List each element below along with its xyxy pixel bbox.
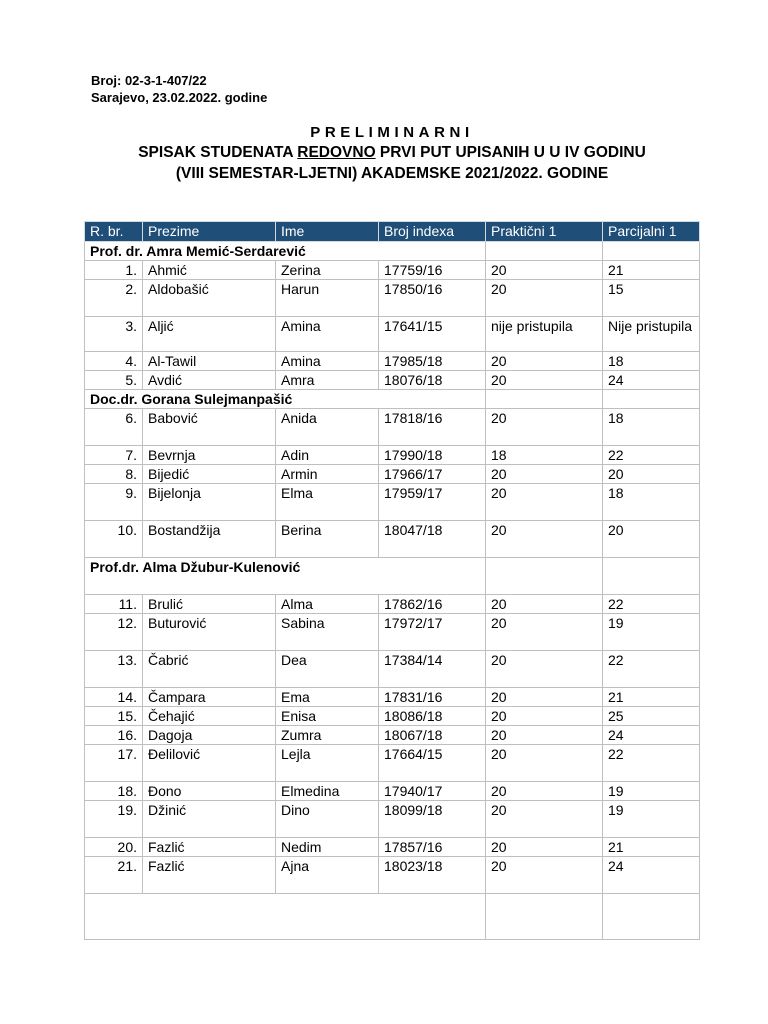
table-row: [85, 857, 700, 894]
cell-ime: Ajna: [276, 857, 379, 894]
document-place-date: Sarajevo, 23.02.2022. godine: [91, 90, 268, 105]
table-row: [85, 484, 700, 521]
cell-ime: Ema: [276, 688, 379, 707]
cell-ime: Amina: [276, 317, 379, 352]
empty-cell: [603, 390, 700, 409]
cell-broj-indexa: 18023/18: [379, 857, 486, 894]
table-row: [85, 707, 700, 726]
cell-prakticni: 20: [486, 614, 603, 651]
table-row: [85, 371, 700, 390]
empty-cell: [603, 894, 700, 940]
cell-prakticni: 20: [486, 801, 603, 838]
cell-broj-indexa: 18099/18: [379, 801, 486, 838]
empty-cell: [486, 558, 603, 595]
empty-cell: [486, 242, 603, 261]
cell-prezime: Bevrnja: [143, 446, 276, 465]
cell-prezime: Buturović: [143, 614, 276, 651]
table-row: [85, 352, 700, 371]
cell-broj-indexa: 18067/18: [379, 726, 486, 745]
empty-cell: [486, 390, 603, 409]
table-row: [85, 317, 700, 352]
cell-prezime: Čehajić: [143, 707, 276, 726]
column-header-rbr: R. br.: [85, 222, 143, 242]
cell-broj-indexa: 17818/16: [379, 409, 486, 446]
table-row: [85, 782, 700, 801]
cell-parcijalni: 20: [603, 465, 700, 484]
cell-rbr: 17.: [85, 745, 143, 782]
cell-prezime: Bijedić: [143, 465, 276, 484]
group-header-row: [85, 558, 700, 595]
cell-prakticni: nije pristupila: [486, 317, 603, 352]
cell-rbr: 18.: [85, 782, 143, 801]
cell-ime: Amina: [276, 352, 379, 371]
cell-parcijalni: 21: [603, 261, 700, 280]
cell-rbr: 5.: [85, 371, 143, 390]
cell-ime: Elma: [276, 484, 379, 521]
column-header-parcijalni: Parcijalni 1: [603, 222, 700, 242]
cell-broj-indexa: 17990/18: [379, 446, 486, 465]
table-row: [85, 726, 700, 745]
cell-ime: Armin: [276, 465, 379, 484]
table-row: [85, 409, 700, 446]
teacher-name: Doc.dr. Gorana Sulejmanpašić: [85, 390, 486, 409]
students-table: [84, 221, 700, 940]
cell-rbr: 13.: [85, 651, 143, 688]
cell-prakticni: 20: [486, 484, 603, 521]
group-header-row: [85, 242, 700, 261]
cell-rbr: 1.: [85, 261, 143, 280]
document-header: [91, 72, 267, 106]
empty-cell: [603, 242, 700, 261]
title-line-2-prefix: SPISAK STUDENATA: [138, 144, 298, 161]
cell-parcijalni: 19: [603, 782, 700, 801]
cell-ime: Alma: [276, 595, 379, 614]
cell-ime: Adin: [276, 446, 379, 465]
cell-ime: Anida: [276, 409, 379, 446]
cell-rbr: 16.: [85, 726, 143, 745]
cell-broj-indexa: 17959/17: [379, 484, 486, 521]
cell-rbr: 12.: [85, 614, 143, 651]
cell-broj-indexa: 17862/16: [379, 595, 486, 614]
cell-ime: Zumra: [276, 726, 379, 745]
cell-rbr: 4.: [85, 352, 143, 371]
cell-prakticni: 20: [486, 688, 603, 707]
cell-rbr: 10.: [85, 521, 143, 558]
cell-rbr: 8.: [85, 465, 143, 484]
cell-rbr: 20.: [85, 838, 143, 857]
cell-prakticni: 20: [486, 261, 603, 280]
cell-parcijalni: 22: [603, 446, 700, 465]
cell-prezime: Al-Tawil: [143, 352, 276, 371]
cell-ime: Nedim: [276, 838, 379, 857]
cell-prakticni: 20: [486, 782, 603, 801]
column-header-prakticni: Praktični 1: [486, 222, 603, 242]
cell-broj-indexa: 17857/16: [379, 838, 486, 857]
cell-ime: Harun: [276, 280, 379, 317]
cell-broj-indexa: 17759/16: [379, 261, 486, 280]
table-row: [85, 446, 700, 465]
title-line-2-suffix: PRVI PUT UPISANIH U U IV GODINU: [375, 144, 646, 161]
cell-broj-indexa: 17966/17: [379, 465, 486, 484]
cell-prakticni: 20: [486, 352, 603, 371]
table-body: [85, 242, 700, 940]
cell-prezime: Bijelonja: [143, 484, 276, 521]
cell-broj-indexa: 17850/16: [379, 280, 486, 317]
cell-ime: Amra: [276, 371, 379, 390]
cell-prakticni: 20: [486, 726, 603, 745]
cell-prezime: Čampara: [143, 688, 276, 707]
cell-ime: Sabina: [276, 614, 379, 651]
empty-cell: [486, 894, 603, 940]
title-line-2: [0, 142, 768, 163]
cell-prakticni: 20: [486, 371, 603, 390]
cell-prezime: Fazlić: [143, 838, 276, 857]
cell-rbr: 7.: [85, 446, 143, 465]
table-row: [85, 688, 700, 707]
cell-parcijalni: 18: [603, 409, 700, 446]
cell-broj-indexa: 18076/18: [379, 371, 486, 390]
cell-prakticni: 20: [486, 280, 603, 317]
table-row: [85, 651, 700, 688]
cell-parcijalni: Nije pristupila: [603, 317, 700, 352]
title-line-2-underlined: REDOVNO: [297, 144, 376, 161]
column-header-ime: Ime: [276, 222, 379, 242]
column-header-prezime: Prezime: [143, 222, 276, 242]
cell-rbr: 14.: [85, 688, 143, 707]
cell-rbr: 9.: [85, 484, 143, 521]
cell-prezime: Đono: [143, 782, 276, 801]
table-row: [85, 801, 700, 838]
cell-prakticni: 20: [486, 465, 603, 484]
cell-parcijalni: 24: [603, 726, 700, 745]
cell-prakticni: 18: [486, 446, 603, 465]
teacher-name: Prof.dr. Alma Džubur-Kulenović: [85, 558, 486, 595]
table-row: [85, 838, 700, 857]
table-row: [85, 261, 700, 280]
cell-parcijalni: 21: [603, 688, 700, 707]
cell-prakticni: 20: [486, 521, 603, 558]
empty-cell: [85, 894, 486, 940]
cell-prezime: Aljić: [143, 317, 276, 352]
cell-rbr: 2.: [85, 280, 143, 317]
cell-parcijalni: 15: [603, 280, 700, 317]
cell-broj-indexa: 17972/17: [379, 614, 486, 651]
cell-broj-indexa: 17985/18: [379, 352, 486, 371]
cell-parcijalni: 21: [603, 838, 700, 857]
empty-trailing-row: [85, 894, 700, 940]
cell-parcijalni: 19: [603, 801, 700, 838]
cell-prakticni: 20: [486, 707, 603, 726]
title-preliminarni: PRELIMINARNI: [310, 124, 474, 141]
cell-broj-indexa: 18047/18: [379, 521, 486, 558]
cell-ime: Zerina: [276, 261, 379, 280]
cell-prezime: Ahmić: [143, 261, 276, 280]
cell-rbr: 6.: [85, 409, 143, 446]
column-header-broj-indexa: Broj indexa: [379, 222, 486, 242]
cell-prezime: Đelilović: [143, 745, 276, 782]
cell-broj-indexa: 17831/16: [379, 688, 486, 707]
table-row: [85, 465, 700, 484]
cell-prakticni: 20: [486, 745, 603, 782]
cell-prezime: Babović: [143, 409, 276, 446]
cell-prakticni: 20: [486, 651, 603, 688]
table-row: [85, 280, 700, 317]
cell-prakticni: 20: [486, 857, 603, 894]
cell-parcijalni: 20: [603, 521, 700, 558]
cell-parcijalni: 18: [603, 352, 700, 371]
cell-broj-indexa: 18086/18: [379, 707, 486, 726]
cell-parcijalni: 19: [603, 614, 700, 651]
cell-prezime: Avdić: [143, 371, 276, 390]
cell-prezime: Džinić: [143, 801, 276, 838]
cell-broj-indexa: 17664/15: [379, 745, 486, 782]
group-header-row: [85, 390, 700, 409]
cell-ime: Elmedina: [276, 782, 379, 801]
cell-broj-indexa: 17940/17: [379, 782, 486, 801]
cell-prezime: Bostandžija: [143, 521, 276, 558]
teacher-name: Prof. dr. Amra Memić-Serdarević: [85, 242, 486, 261]
cell-ime: Lejla: [276, 745, 379, 782]
cell-parcijalni: 25: [603, 707, 700, 726]
cell-prakticni: 20: [486, 595, 603, 614]
cell-parcijalni: 22: [603, 595, 700, 614]
cell-rbr: 3.: [85, 317, 143, 352]
cell-ime: Berina: [276, 521, 379, 558]
cell-prezime: Čabrić: [143, 651, 276, 688]
document-number: Broj: 02-3-1-407/22: [91, 73, 207, 88]
cell-prezime: Aldobašić: [143, 280, 276, 317]
cell-rbr: 21.: [85, 857, 143, 894]
cell-parcijalni: 18: [603, 484, 700, 521]
cell-prezime: Brulić: [143, 595, 276, 614]
empty-cell: [603, 558, 700, 595]
cell-rbr: 15.: [85, 707, 143, 726]
cell-parcijalni: 24: [603, 857, 700, 894]
cell-broj-indexa: 17384/14: [379, 651, 486, 688]
table-header-row: [85, 222, 700, 242]
cell-broj-indexa: 17641/15: [379, 317, 486, 352]
cell-rbr: 11.: [85, 595, 143, 614]
table-row: [85, 521, 700, 558]
cell-prezime: Fazlić: [143, 857, 276, 894]
cell-prakticni: 20: [486, 838, 603, 857]
title-line-3: (VIII SEMESTAR-LJETNI) AKADEMSKE 2021/2022. GODINE: [175, 165, 609, 182]
document-title: [0, 124, 768, 184]
cell-ime: Dino: [276, 801, 379, 838]
table-row: [85, 614, 700, 651]
cell-parcijalni: 22: [603, 745, 700, 782]
cell-parcijalni: 24: [603, 371, 700, 390]
cell-prakticni: 20: [486, 409, 603, 446]
cell-ime: Enisa: [276, 707, 379, 726]
cell-rbr: 19.: [85, 801, 143, 838]
table-row: [85, 595, 700, 614]
cell-parcijalni: 22: [603, 651, 700, 688]
cell-ime: Dea: [276, 651, 379, 688]
cell-prezime: Dagoja: [143, 726, 276, 745]
table-row: [85, 745, 700, 782]
